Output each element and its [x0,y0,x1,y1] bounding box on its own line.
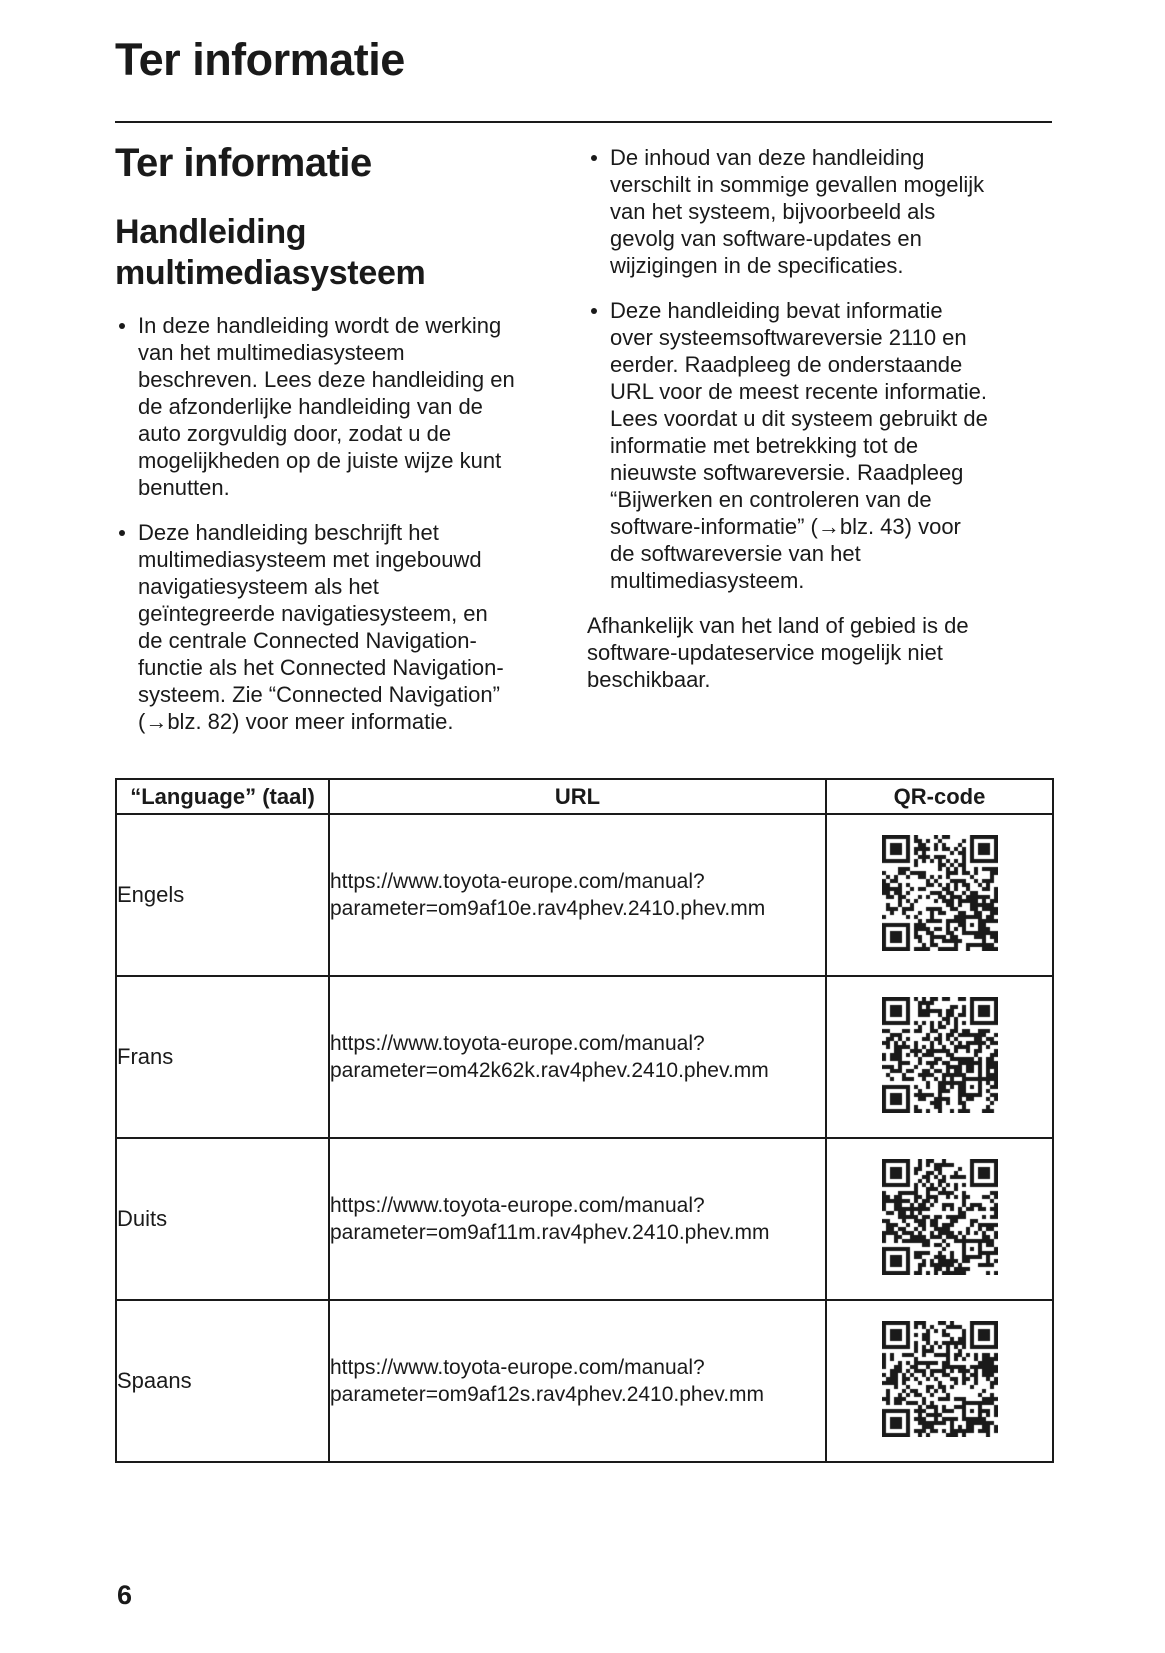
qr-code-image [882,835,998,951]
header-divider [115,121,1052,123]
url-cell [329,1138,826,1300]
url-line: https://www.toyota-europe.com/manual? [330,1032,705,1055]
subsection-title: Handleiding multimediasysteem [115,213,426,292]
language-cell: Frans [116,976,329,1138]
table-header-qr: QR-code [826,779,1053,814]
left-bullet-list [115,312,517,735]
url-line: https://www.toyota-europe.com/manual? [330,1356,705,1379]
table-header-row [116,779,1053,814]
section-title: Ter informatie [115,141,372,185]
qr-cell [826,1138,1053,1300]
language-cell: Spaans [116,1300,329,1462]
url-line: https://www.toyota-europe.com/manual? [330,1194,705,1217]
language-url-table [115,778,1054,1463]
left-column [115,140,517,753]
table-row [116,1300,1053,1462]
bullet-item: In deze handleiding wordt de werking van het multimediasysteem beschreven. Lees deze handleiding en de afzonderlijke handleiding van de auto zorgvuldig door, zodat u de mogelijkheden op de juiste wijze kunt benutten. [115,312,517,501]
bullet-item: Deze handleiding beschrijft het multimediasysteem met ingebouwd navigatiesysteem als het geïntegreerde navigatiesysteem, en de centrale Connected Navigation-functie als het Connected Navigation-systeem. Zie “Connected Navigation” (→blz. 82) voor meer informatie. [115,519,517,735]
url-line: parameter=om9af12s.rav4phev.2410.phev.mm [330,1383,765,1406]
qr-code-image [882,1159,998,1275]
table-row [116,814,1053,976]
page-title: Ter informatie [115,34,405,85]
table-header-language: “Language” (taal) [116,779,329,814]
bullet-item: Deze handleiding bevat informatie over systeemsoftwareversie 2110 en eerder. Raadpleeg de onderstaande URL voor de meest recente informatie. Lees voordat u dit systeem gebruikt de informatie met betrekking tot de nieuwste softwareversie. Raadpleeg “Bijwerken en controleren van de software-informatie” (→blz. 43) voor de softwareversie van het multimediasysteem. [587,297,991,594]
url-line: https://www.toyota-europe.com/manual? [330,870,705,893]
qr-code-image [882,997,998,1113]
url-line: parameter=om9af10e.rav4phev.2410.phev.mm [330,897,766,920]
table-row [116,1138,1053,1300]
right-bullet-list [587,144,991,594]
qr-cell [826,814,1053,976]
qr-cell [826,976,1053,1138]
url-cell [329,976,826,1138]
table-header-url: URL [329,779,826,814]
language-cell: Duits [116,1138,329,1300]
right-column [587,144,991,693]
url-line: parameter=om9af11m.rav4phev.2410.phev.mm [330,1221,770,1244]
url-cell [329,814,826,976]
qr-code-image [882,1321,998,1437]
url-line: parameter=om42k62k.rav4phev.2410.phev.mm [330,1059,769,1082]
bullet-item: De inhoud van deze handleiding verschilt in sommige gevallen mogelijk van het systeem, bijvoorbeeld als gevolg van software-updates en wijzigingen in de specificaties. [587,144,991,279]
url-cell [329,1300,826,1462]
qr-cell [826,1300,1053,1462]
closing-paragraph: Afhankelijk van het land of gebied is de software-updateservice mogelijk niet beschikbaar. [587,613,969,692]
page-number: 6 [117,1580,133,1610]
table-row [116,976,1053,1138]
language-cell: Engels [116,814,329,976]
